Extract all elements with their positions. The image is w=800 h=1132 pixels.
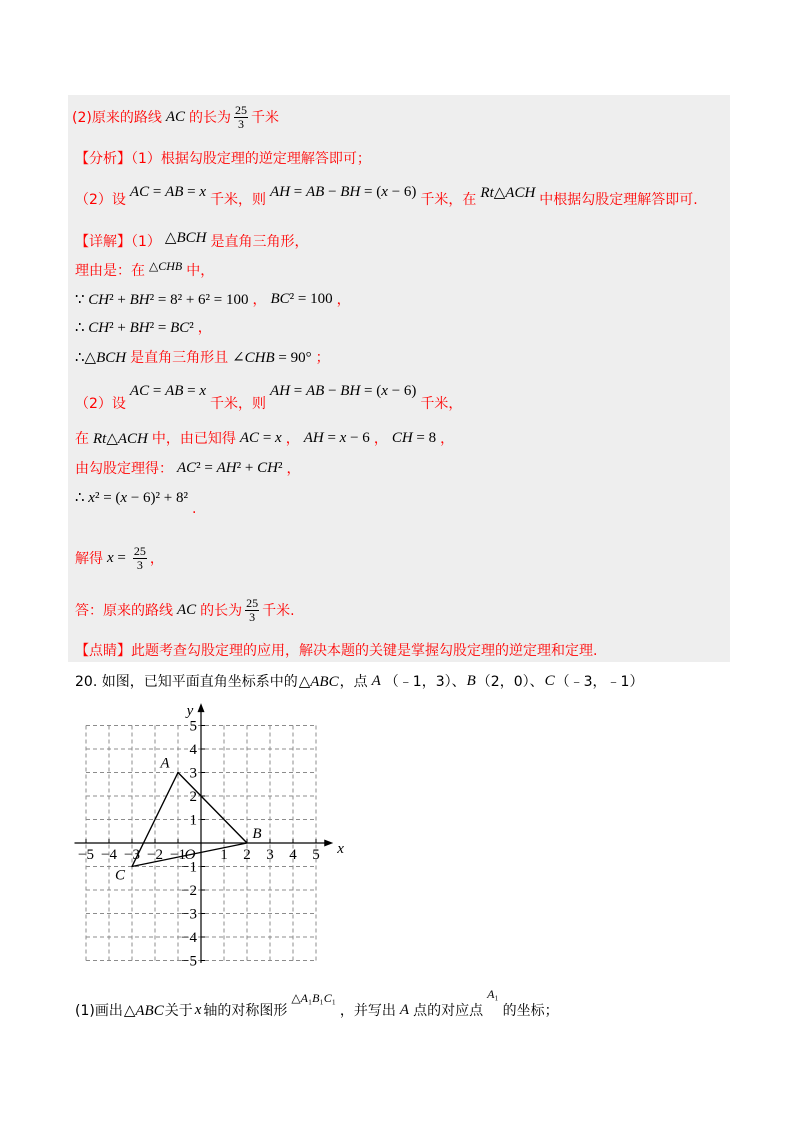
problem-text: ，点 [339,674,368,690]
x-axis-arrow [324,840,333,847]
solution-text: 【详解】（1） [75,234,161,250]
math-expression: △ABC [298,673,339,690]
y-tick-label: 4 [189,742,197,758]
coordinate-figure [70,695,355,977]
x-tick-label: −1 [170,847,186,863]
x-tick-label: −4 [101,847,117,863]
solution-text: 千米，则 [210,396,267,412]
fraction [234,104,248,131]
y-tick-label: 5 [189,718,197,735]
equation-line [75,487,197,517]
y-tick-label: 2 [189,789,197,805]
problem-text: 轴的对称图形 [203,1003,288,1019]
solution-text: ， [149,551,164,567]
solution-text: 答：原来的路线 [75,603,173,619]
solution-text: 千米，则 [210,192,267,208]
detail-line-2 [75,382,463,413]
problem-text: （2，0）、 [476,674,544,690]
answer-line [75,593,295,627]
math-expression: AC² = AH² + CH² [177,459,283,476]
problem-part1 [75,986,559,1020]
detail-line-1 [75,231,308,251]
math-expression: △ABC [123,1002,164,1019]
solution-text: 千米，在 [420,192,477,208]
math-expression: AC [165,108,186,125]
solution-panel [68,95,730,662]
origin-label: O [184,847,196,863]
x-tick-label: 2 [243,847,251,863]
fraction-numerator: 25 [246,595,259,610]
solution-text: ， [285,431,300,447]
solution-text: 的长为 [189,110,232,126]
y-axis-arrow [198,703,205,712]
math-expression: ∵ CH² + BH² = 8² + 6² = 100 [75,291,249,308]
analysis-line-1 [75,148,371,168]
comment-text: 【点睛】此题考查勾股定理的应用，解决本题的关键是掌握勾股定理的逆定理和定理. [75,643,598,659]
step-line-2 [75,317,212,337]
solution-text: （2）设 [75,396,126,412]
y-tick-label: 1 [189,812,197,829]
math-expression: ∴ x² = (x − 6)² + 8² [75,489,189,506]
problem-text: 点的对应点 [413,1003,484,1019]
math-expression: CH = 8 [391,429,437,446]
solution-text: 中，由已知得 [151,431,236,447]
fraction-denominator: 3 [238,116,245,131]
math-expression: BC² = 100 [270,290,333,307]
solution-text: (2)原来的路线 [72,110,162,126]
solution-text: 千米. [262,603,295,619]
math-expression: x = [107,549,126,566]
solution-text: 解得 [75,551,103,567]
math-expression: △CHB [149,258,183,273]
solution-text: 理由是：在 [75,263,145,279]
fraction-numerator: 25 [133,543,146,558]
x-tick-label: −2 [147,847,163,863]
problem-text: 关于 [164,1003,193,1019]
solution-text: ， [252,292,267,308]
math-expression: AC = x [239,429,282,446]
math-expression: x [194,1001,202,1018]
math-expression: AH = x − 6 [303,429,370,446]
y-tick-label: −1 [181,859,197,876]
problem-text: （﹣1，3）、 [384,674,466,690]
y-tick-label: −3 [181,906,197,923]
solution-text: 中， [186,263,215,279]
solution-text: ， [197,320,212,336]
solution-text: ， [336,292,351,308]
theorem-line [75,458,300,478]
fraction-numerator: 25 [235,102,248,117]
math-expression: ∴△BCH [75,349,127,366]
solution-text: 是直角三角形且 [130,350,229,366]
solution-text: ， [286,461,301,477]
problem-text: ，并写出 [339,1003,396,1019]
y-axis-label: y [186,703,194,719]
solution-text: 的长为 [200,603,243,619]
solution-text: ， [440,431,455,447]
problem-stem [75,671,643,691]
math-expression: AC = AB = x [129,382,207,399]
fraction-denominator: 3 [249,609,256,624]
math-expression: AH = AB − BH = (x − 6) [270,382,417,399]
solution-text: ， [373,431,388,447]
math-expression: AC [177,601,197,618]
x-tick-label: −5 [78,847,94,863]
problem-text: 20. 如图，已知平面直角坐标系中的 [75,674,298,690]
x-tick-label: 4 [289,847,297,863]
math-expression: Rt△ACH [93,430,148,447]
x-tick-label: 1 [220,847,228,863]
y-tick-label: 3 [189,765,197,782]
y-tick-label: −5 [181,953,197,970]
x-tick-label: 3 [266,847,274,863]
solution-text: . [192,501,197,517]
math-expression: AC = AB = x [129,183,207,200]
problem-text: 的坐标； [502,1003,559,1019]
x-tick-label: 5 [312,847,320,863]
analysis-text: 【分析】（1）根据勾股定理的逆定理解答即可； [75,151,371,167]
math-expression: ∴ CH² + BH² = BC² [75,319,194,336]
fraction-denominator: 3 [136,557,143,572]
math-expression: A₁ [487,986,499,1001]
solve-line [75,541,164,575]
solution-text: 在 [75,431,89,447]
solution-text: （2）设 [75,192,126,208]
point-label-b: B [252,826,262,842]
given-line [75,428,454,448]
math-expression: A [371,672,381,689]
comment-line [75,640,597,660]
solution-text: 千米， [420,396,463,412]
fraction [245,597,259,624]
point-label-a: A [160,755,170,772]
math-expression: AH = AB − BH = (x − 6) [270,183,417,200]
y-tick-label: −4 [181,930,197,946]
reason-line [75,260,214,280]
y-tick-label: −2 [181,883,197,899]
math-expression: △BCH [164,229,207,246]
x-axis-label: x [337,841,344,857]
solution-text: 是直角三角形， [210,234,309,250]
step-line-1 [75,289,351,309]
math-expression: △A₁B₁C₁ [291,990,336,1005]
step-line-3 [75,347,330,367]
fraction [133,545,147,572]
solution-text: 千米 [251,110,280,126]
part2-result-line [72,100,279,134]
solution-text: 由勾股定理得： [75,461,173,477]
point-label-c: C [114,867,126,884]
x-tick-label: −3 [124,847,140,863]
analysis-line-2 [75,183,698,209]
math-expression: ∠CHB = 90° [232,349,312,366]
solution-text: 中根据勾股定理解答即可. [539,192,698,208]
solution-text: ； [315,350,330,366]
problem-text: (1)画出 [75,1003,123,1019]
problem-text: （﹣3，﹣1） [555,674,644,690]
math-expression: Rt△ACH [480,184,536,201]
math-expression: B [466,672,476,689]
math-expression: C [544,672,555,689]
math-expression: A [399,1001,410,1018]
